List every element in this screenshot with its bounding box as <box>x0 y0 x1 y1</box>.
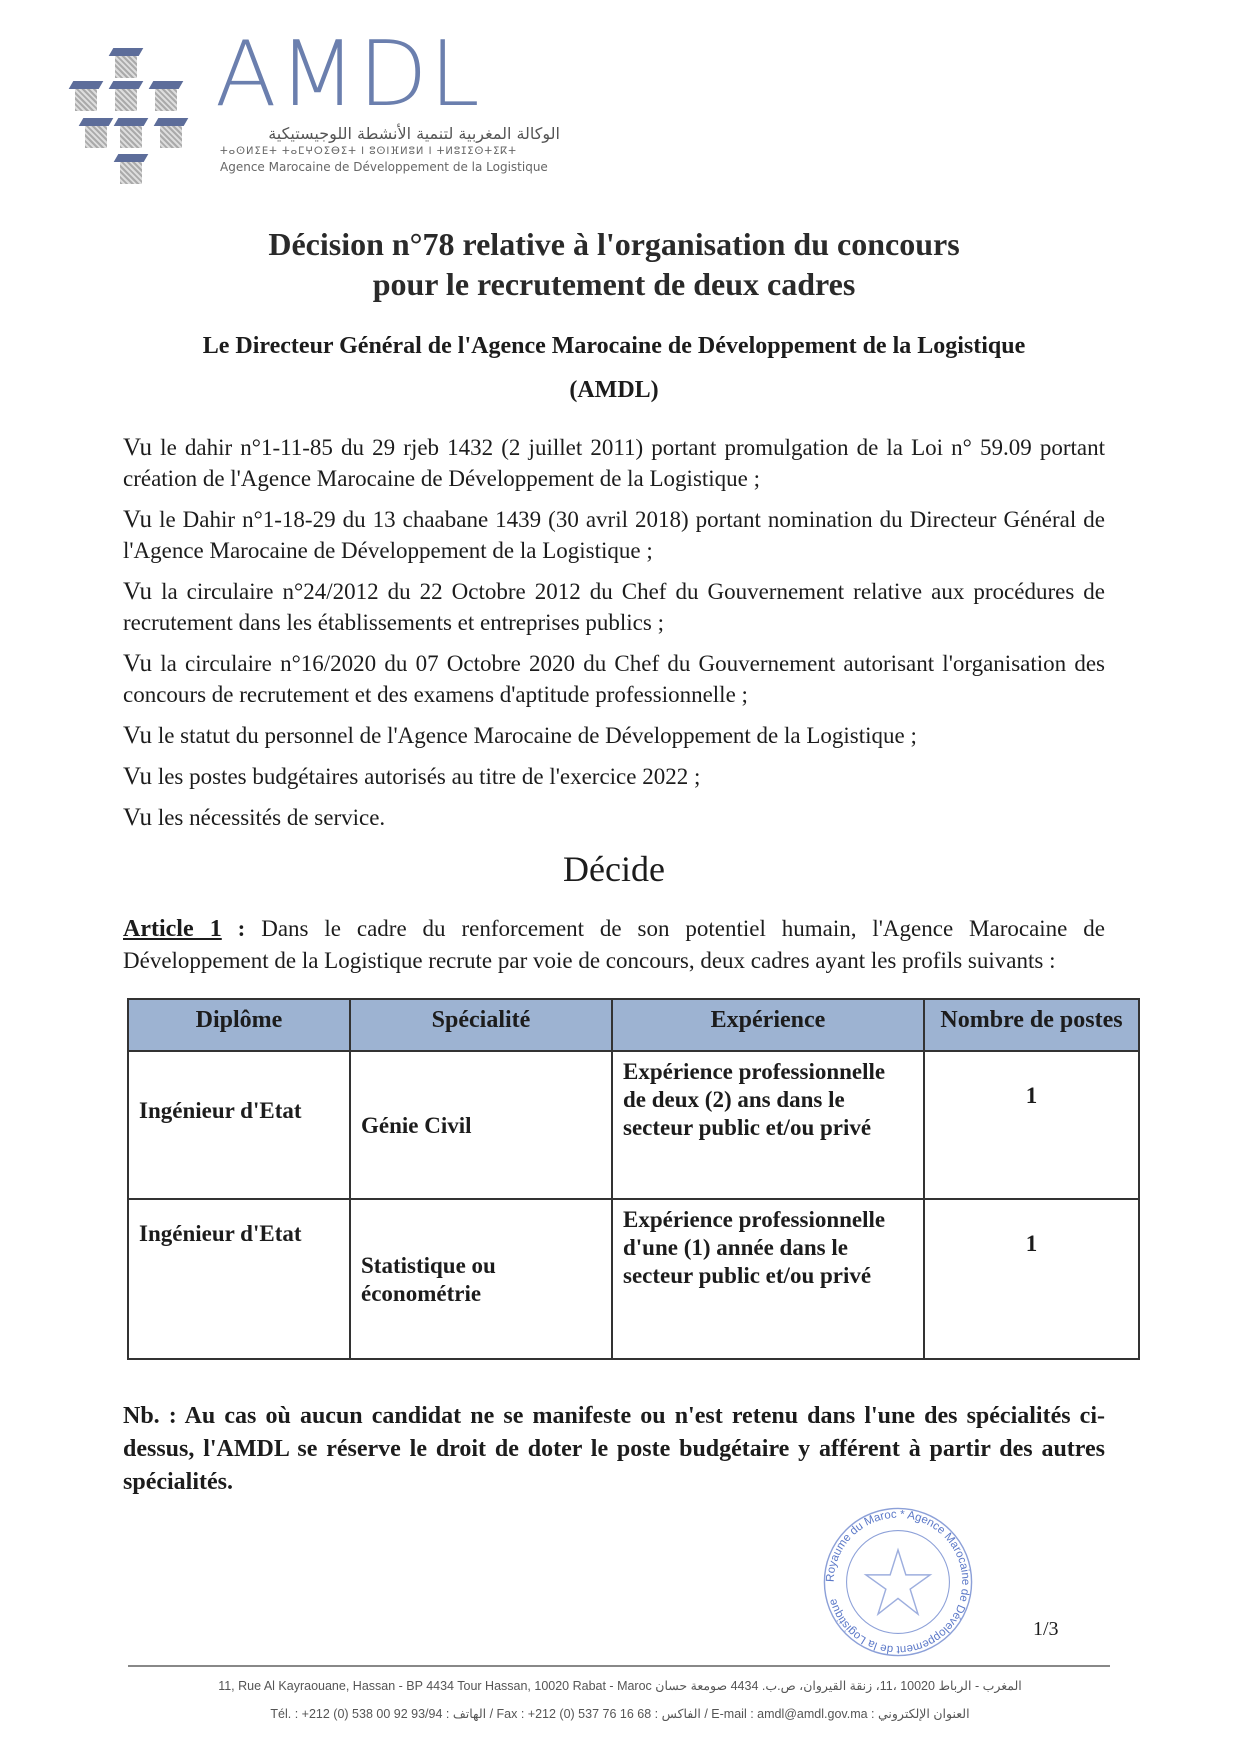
logo-french-name: Agence Marocaine de Développement de la Logistique <box>220 160 548 174</box>
logo-arabic-name: الوكالة المغربية لتنمية الأنشطة اللوجيستيكية <box>268 124 560 143</box>
consideration-text: les nécessités de service. <box>152 805 386 830</box>
cell-experience: Expérience professionnelle de deux (2) ans dans le secteur public et/ou privé <box>612 1051 924 1199</box>
header-specialite: Spécialité <box>350 999 612 1051</box>
logo-cube-icon <box>160 126 182 148</box>
header-nombre-postes: Nombre de postes <box>924 999 1139 1051</box>
authority-line2: (AMDL) <box>569 377 659 403</box>
article-label: Article 1 <box>123 916 222 942</box>
cell-diplome: Ingénieur d'Etat <box>128 1199 350 1359</box>
logo-cube-icon <box>120 162 142 184</box>
vu-label: Vu <box>123 804 153 831</box>
cell-postes: 1 <box>924 1051 1139 1199</box>
footer <box>0 1665 1240 1723</box>
cell-postes: 1 <box>924 1199 1139 1359</box>
page-number: 1/3 <box>1033 1618 1059 1640</box>
decision-title-line1: Décision n°78 relative à l'organisation du concours <box>268 226 960 262</box>
logo-cube-icon <box>75 89 97 111</box>
signature-area <box>123 1507 1105 1657</box>
decision-title-line2: pour le recrutement de deux cadres <box>372 266 856 302</box>
logo-cube-icon <box>115 56 137 78</box>
article-1 <box>123 913 1105 976</box>
vu-label: Vu <box>123 578 153 605</box>
footer-address: 11, Rue Al Kayraouane, Hassan - BP 4434 Tour Hassan, 10020 Rabat - Maroc المغرب - الرباط 10020 ،11، زنقة القيروان، ص.ب. 4434 صومعة حسان <box>218 1679 1022 1693</box>
logo-cube-icon <box>120 126 142 148</box>
vu-label: Vu <box>123 506 153 533</box>
vu-label: Vu <box>123 722 153 749</box>
amdl-logo <box>60 0 600 194</box>
stamp-text: Royaume du Maroc * Agence Marocaine de Développement de la Logistique <box>824 1508 972 1656</box>
consideration <box>123 720 1105 751</box>
consideration-text: les postes budgétaires autorisés au titre de l'exercice 2022 ; <box>152 764 701 789</box>
consideration-text: le dahir n°1-11-85 du 29 rjeb 1432 (2 juillet 2011) portant promulgation de la Loi n° 59.09 portant création de l'Agence Marocaine de Développement de la Logistique ; <box>123 435 1105 491</box>
agency-stamp <box>823 1507 973 1657</box>
cell-specialite: Génie Civil <box>350 1051 612 1199</box>
decide-heading: Décide <box>563 849 665 889</box>
vu-label: Vu <box>123 650 153 677</box>
vu-label: Vu <box>123 763 153 790</box>
logo-cube-icon <box>155 89 177 111</box>
authority-line1: Le Directeur Général de l'Agence Marocaine de Développement de la Logistique <box>202 333 1026 359</box>
footer-divider <box>128 1665 1110 1667</box>
document-body <box>123 224 1123 1499</box>
footer-contact: Tél. : +212 (0) 538 00 92 93/94 : الهاتف / Fax : +212 (0) 537 76 16 68 : الفاكس / E-mail : amdl@amdl.gov.ma : العنوان الإلكتروني <box>270 1707 970 1721</box>
consideration <box>123 504 1105 566</box>
consideration <box>123 576 1105 638</box>
profiles-table <box>127 998 1140 1360</box>
consideration <box>123 648 1105 710</box>
table-row <box>128 1199 1139 1359</box>
table-header-row <box>128 999 1139 1051</box>
vu-label: Vu <box>123 434 153 461</box>
logo-cube-icon <box>115 89 137 111</box>
header-diplome: Diplôme <box>128 999 350 1051</box>
cell-experience: Expérience professionnelle d'une (1) année dans le secteur public et/ou privé <box>612 1199 924 1359</box>
consideration-text: la circulaire n°24/2012 du 22 Octobre 2012 du Chef du Gouvernement relative aux procédures de recrutement dans les établissements et entreprises publics ; <box>123 579 1105 635</box>
cell-diplome: Ingénieur d'Etat <box>128 1051 350 1199</box>
logo-cube-icon <box>85 126 107 148</box>
header-experience: Expérience <box>612 999 924 1051</box>
considerations <box>123 432 1105 833</box>
logo-tifinagh-name: ⵜⴰⵙⵍⵉⴹⵜ ⵜⴰⵎⵖⵔⵉⴱⵉⵜ ⵏ ⵓⵙⵏⴼⵍⵓⵍ ⵏ ⵜⵍⵓⵊⵉⵙⵜⵉⴽⵜ <box>220 146 517 157</box>
consideration <box>123 432 1105 494</box>
consideration-text: le Dahir n°1-18-29 du 13 chaabane 1439 (30 avril 2018) portant nomination du Directeur Général de l'Agence Marocaine de Développement de la Logistique ; <box>123 507 1105 563</box>
article-text: Dans le cadre du renforcement de son potentiel humain, l'Agence Marocaine de Développement de la Logistique recrute par voie de concours, deux cadres ayant les profils suivants : <box>123 916 1105 973</box>
article-sep: : <box>221 916 262 941</box>
cell-specialite: Statistique ou économétrie <box>350 1199 612 1359</box>
table-row <box>128 1051 1139 1199</box>
consideration-text: le statut du personnel de l'Agence Marocaine de Développement de la Logistique ; <box>152 723 917 748</box>
logo-acronym: AMDL <box>215 22 482 127</box>
consideration <box>123 761 1105 792</box>
consideration-text: la circulaire n°16/2020 du 07 Octobre 2020 du Chef du Gouvernement autorisant l'organisation des concours de recrutement et des examens d'aptitude professionnelle ; <box>123 651 1105 707</box>
note: Nb. : Au cas où aucun candidat ne se manifeste ou n'est retenu dans l'une des spécialités ci-dessus, l'AMDL se réserve le droit de doter le poste budgétaire y afférent à partir des autres spécialités. <box>123 1403 1105 1495</box>
consideration <box>123 802 1105 833</box>
